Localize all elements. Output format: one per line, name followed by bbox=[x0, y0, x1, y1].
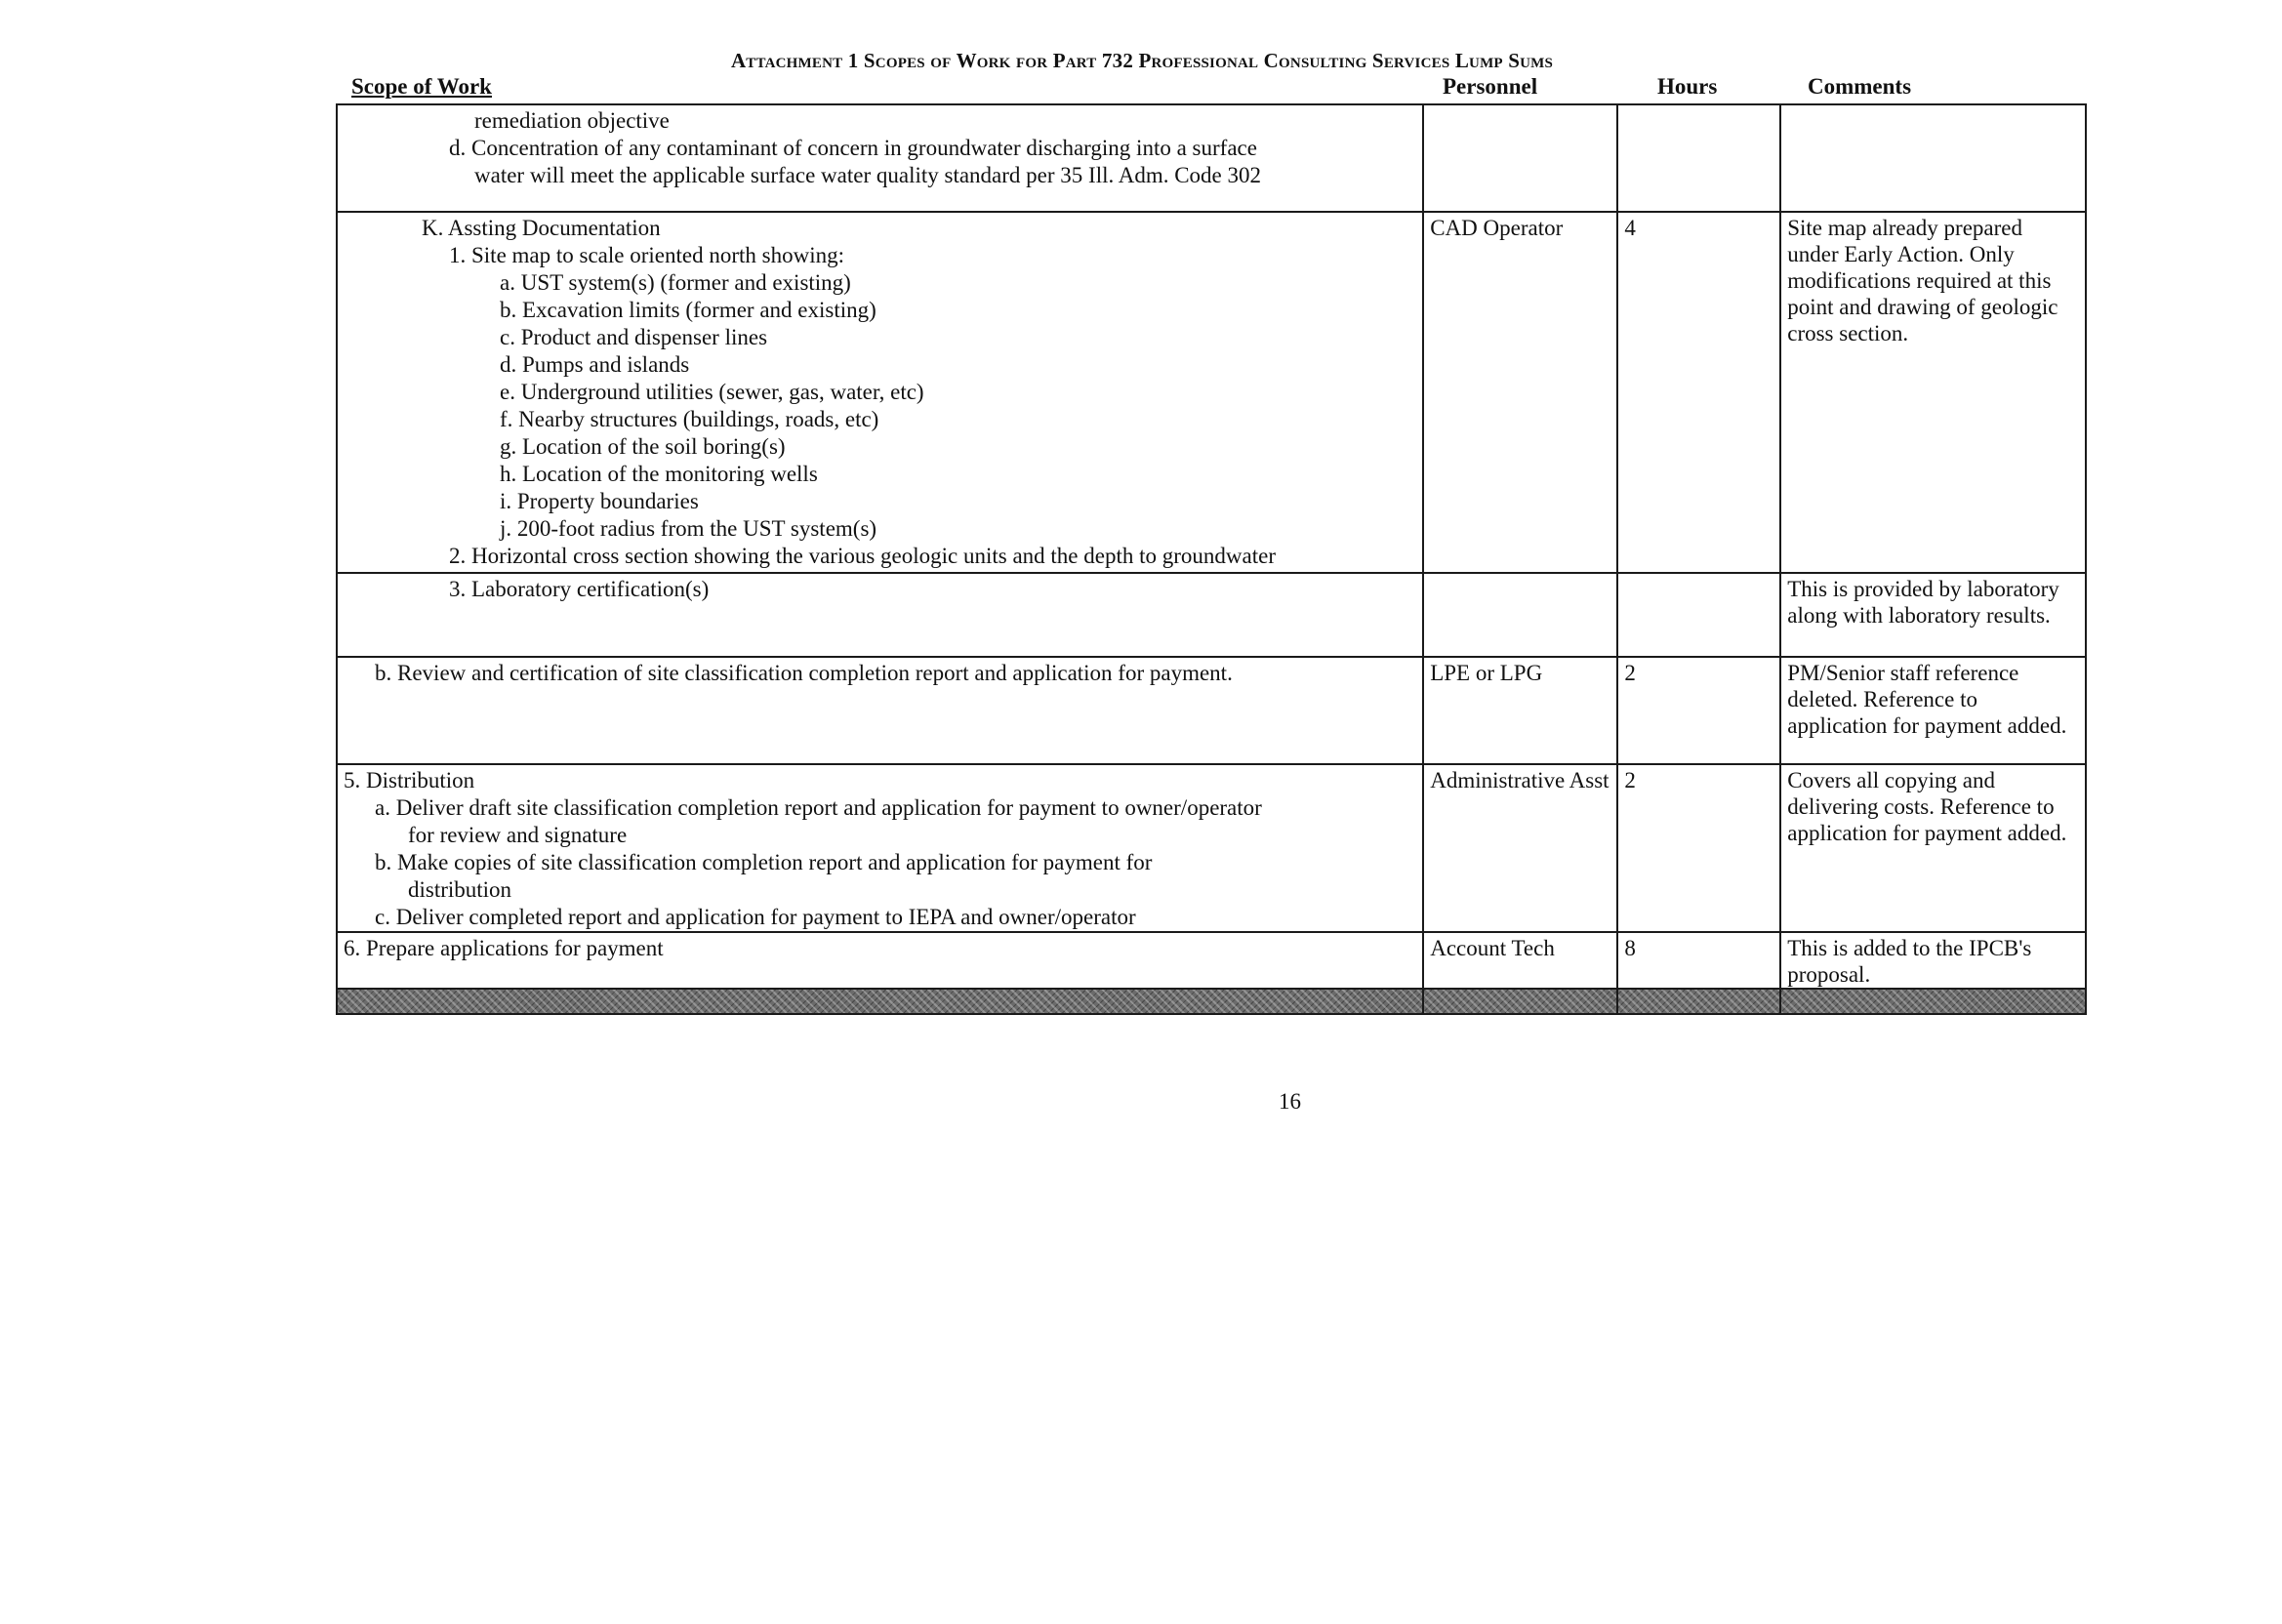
scope-line: e. Underground utilities (sewer, gas, water, etc) bbox=[500, 380, 924, 404]
comment-text: Site map already prepared under Early Action. Only modifications required at this point and drawing of geologic cross section. bbox=[1787, 216, 2058, 345]
hours-cell: 8 bbox=[1617, 932, 1780, 989]
personnel-cell: LPE or LPG bbox=[1423, 657, 1617, 764]
personnel-cell: Account Tech bbox=[1423, 932, 1617, 989]
scope-line: 2. Horizontal cross section showing the various geologic units and the depth to groundwater bbox=[449, 544, 1276, 568]
scope-line: b. Excavation limits (former and existing) bbox=[500, 298, 876, 322]
shaded-cell bbox=[1423, 989, 1617, 1014]
comment-text: This is provided by laboratory along with laboratory results. bbox=[1787, 577, 2059, 628]
scope-line: b. Review and certification of site classification completion report and application for payment. bbox=[375, 661, 1233, 685]
scope-line: c. Product and dispenser lines bbox=[500, 325, 768, 349]
column-header-scope: Scope of Work bbox=[351, 74, 492, 99]
scope-line: a. UST system(s) (former and existing) bbox=[500, 270, 851, 295]
comments-cell bbox=[1780, 212, 2086, 573]
scope-line: b. Make copies of site classification completion report and application for payment for bbox=[375, 850, 1153, 874]
scope-line: for review and signature bbox=[408, 823, 628, 847]
personnel-cell: Administrative Asst bbox=[1423, 764, 1617, 932]
scope-line: 3. Laboratory certification(s) bbox=[449, 577, 710, 601]
personnel-cell: CAD Operator bbox=[1423, 212, 1617, 573]
hours-cell: 2 bbox=[1617, 657, 1780, 764]
scope-line: i. Property boundaries bbox=[500, 489, 699, 513]
shaded-cell bbox=[1617, 989, 1780, 1014]
column-header-hours: Hours bbox=[1657, 74, 1718, 99]
hours-cell bbox=[1617, 573, 1780, 657]
comments-cell bbox=[1780, 104, 2086, 212]
personnel-cell bbox=[1423, 573, 1617, 657]
comment-text: Covers all copying and delivering costs. Reference to application for payment added. bbox=[1787, 768, 2067, 845]
table-row bbox=[337, 764, 2086, 932]
hours-cell bbox=[1617, 104, 1780, 212]
scope-of-work-table bbox=[336, 103, 2087, 1015]
scope-line: j. 200-foot radius from the UST system(s) bbox=[500, 516, 877, 541]
table-row bbox=[337, 212, 2086, 573]
table-row bbox=[337, 573, 2086, 657]
scope-line: 6. Prepare applications for payment bbox=[344, 936, 664, 960]
column-header-comments: Comments bbox=[1808, 74, 1912, 99]
scope-line: g. Location of the soil boring(s) bbox=[500, 434, 786, 459]
hours-cell: 2 bbox=[1617, 764, 1780, 932]
column-header-personnel: Personnel bbox=[1443, 74, 1538, 99]
scope-line: c. Deliver completed report and application for payment to IEPA and owner/operator bbox=[375, 905, 1136, 929]
comment-text: This is added to the IPCB's proposal. bbox=[1787, 936, 2032, 987]
table-row bbox=[337, 932, 2086, 989]
scope-line: remediation objective bbox=[474, 108, 670, 133]
scope-cell bbox=[337, 104, 1423, 212]
scope-line: a. Deliver draft site classification completion report and application for payment to owner/operator bbox=[375, 795, 1262, 820]
comments-cell bbox=[1780, 657, 2086, 764]
scope-cell bbox=[337, 212, 1423, 573]
table-row bbox=[337, 657, 2086, 764]
shaded-cell bbox=[1780, 989, 2086, 1014]
scope-line: distribution bbox=[408, 877, 512, 902]
scope-line: h. Location of the monitoring wells bbox=[500, 462, 818, 486]
scope-line: water will meet the applicable surface water quality standard per 35 Ill. Adm. Code 302 bbox=[474, 163, 1262, 187]
scope-line: K. Assting Documentation bbox=[422, 216, 661, 240]
scope-cell bbox=[337, 932, 1423, 989]
comment-text: PM/Senior staff reference deleted. Reference to application for payment added. bbox=[1787, 661, 2067, 738]
page-number: 16 bbox=[1279, 1089, 1301, 1114]
shaded-cell bbox=[337, 989, 1423, 1014]
shaded-footer-row bbox=[337, 989, 2086, 1014]
comments-cell bbox=[1780, 573, 2086, 657]
scope-line: d. Concentration of any contaminant of concern in groundwater discharging into a surface bbox=[449, 136, 1257, 160]
scope-cell bbox=[337, 657, 1423, 764]
personnel-cell bbox=[1423, 104, 1617, 212]
comments-cell bbox=[1780, 932, 2086, 989]
comments-cell bbox=[1780, 764, 2086, 932]
hours-cell: 4 bbox=[1617, 212, 1780, 573]
scope-line: d. Pumps and islands bbox=[500, 352, 690, 377]
table-row bbox=[337, 104, 2086, 212]
scope-cell bbox=[337, 573, 1423, 657]
document-title: Attachment 1 Scopes of Work for Part 732 Professional Consulting Services Lump Sums bbox=[730, 49, 1554, 72]
scope-line: 5. Distribution bbox=[344, 768, 475, 792]
scope-line: f. Nearby structures (buildings, roads, etc) bbox=[500, 407, 879, 431]
scope-line: 1. Site map to scale oriented north showing: bbox=[449, 243, 844, 267]
scope-cell bbox=[337, 764, 1423, 932]
